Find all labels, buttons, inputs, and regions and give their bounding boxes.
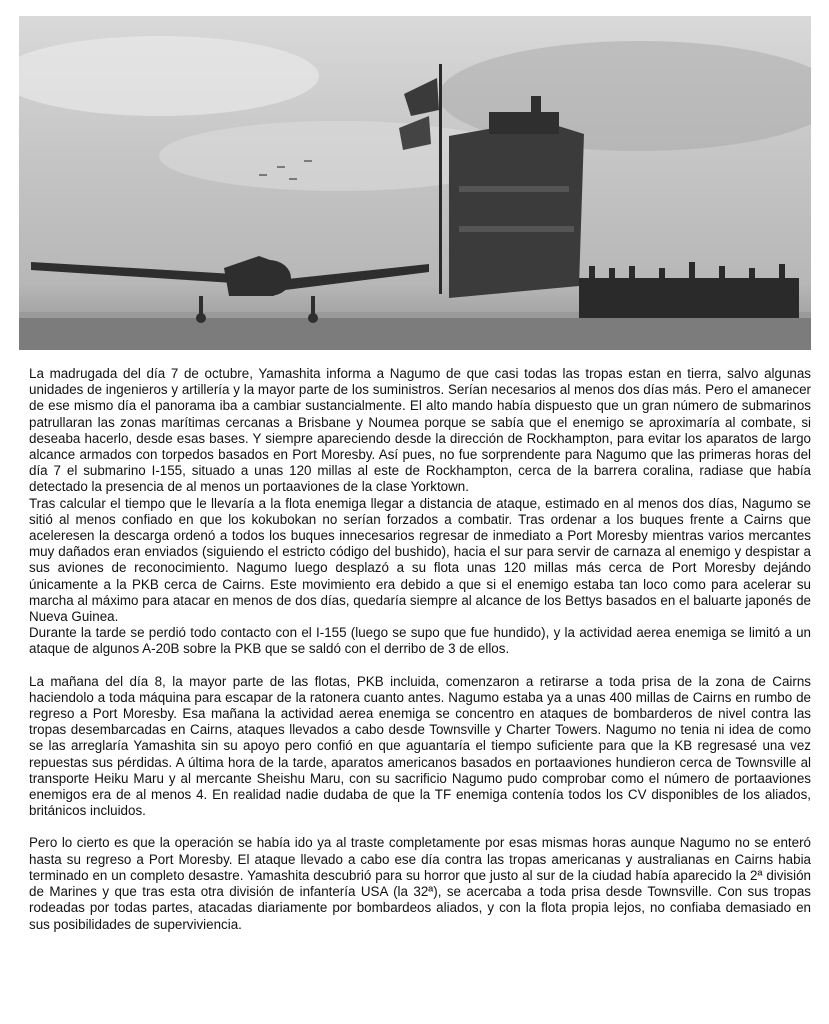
paragraph: Durante la tarde se perdió todo contacto con el I-155 (luego se supo que fue hundido), y la actividad aerea enemiga se limitó a un ataque de algunos A-20B sobre la PKB que se saldó con el derribo de 3 de ellos. xyxy=(29,625,811,657)
paragraph: La madrugada del día 7 de octubre, Yamashita informa a Nagumo de que casi todas las tropas estan en tierra, salvo algunas unidades de ingenieros y artillería y la mayor parte de los suministros. Serían necesarios al menos dos días más. Pero el amanecer de ese mismo día el panorama iba a cambiar sustancialmente. El alto mando había dispuesto que un gran número de submarinos patrullaran las zonas marítimas cercanas a Brisbane y Noumea porque se sabía que el enemigo se aproximaría al combate, si deseaba hacerlo, desde esas bases. Y siempre apareciendo desde la dirección de Rockhampton, para evitar los aparatos de largo alcance armados con torpedos basados en Port Moresby. Así pues, no fue sorprendente para Nagumo que las primeras horas del día 7 el submarino I-155, situado a unas 120 millas al este de Rockhampton, cerca de la barrera coralina, radiase que había detectado la presencia de al menos un portaaviones de la clase Yorktown. xyxy=(29,366,811,495)
paragraph: Tras calcular el tiempo que le llevaría a la flota enemiga llegar a distancia de ataque, estimado en al menos dos días, Nagumo se sitió al menos confiado en que los kokubokan no serían forzados a combatir. Tras ordenar a los buques frente a Cairns que aceleresen la descarga ordenó a todos los buques innecesarios regresar de inmediato a Port Moresby mientras varios mercantes muy dañados eran enviados (siguiendo el estricto código del bushido), hacia el sur para servir de carnaza al enemigo y despistar a sus aviones de reconocimiento. Nagumo luego desplazó a su flota unas 120 millas más cerca de Port Moresby dejándo únicamente a la PKB cerca de Cairns. Este movimiento era debido a que si el enemigo estaba tan loco como para acelerar su marcha al máximo para atacar en menos de dos días, quedaría siempre al alcance de los Bettys basados en el baluarte japonés de Nueva Guinea. xyxy=(29,495,811,625)
paragraph-gap xyxy=(29,819,811,835)
paragraph: Pero lo cierto es que la operación se había ido ya al traste completamente por esas mismas horas aunque Nagumo no se enteró hasta su regreso a Port Moresby. El ataque llevado a cabo ese día contra las tropas americanas y australianas en Cairns habia terminado en un completo desastre. Yamashita descubrió para su horror que justo al sur de la ciudad había aparecido la 2ª división de Marines y que tras esta otra división de infantería USA (la 32ª), se acercaba a toda prisa desde Townsville. Con sus tropas rodeadas por todas partes, atacadas diariamente por bombardeos aliados, y con la flota propia lejos, no confiaba demasiado en sus posibilidades de superviviencia. xyxy=(29,835,811,932)
carrier-photo-illustration xyxy=(19,16,811,350)
paragraph: La mañana del día 8, la mayor parte de las flotas, PKB incluida, comenzaron a retirarse a toda prisa de la zona de Cairns haciendolo a toda máquina para escapar de la ratonera cuanto antes. Nagumo estaba ya a unas 400 millas de Cairns en rumbo de regreso a Port Moresby. Esa mañana la actividad aerea enemiga se concentro en ataques de bombarderos de nivel contra las tropas desembarcadas en Cairns, ataques llevados a cabo desde Townsville y Charter Towers. Nagumo no tenia ni idea de como se las arreglaría Yamashita sin su apoyo pero confió en que aguantaría el tiempo suficiente para que la KB regresasé una vez repuestas sus pérdidas. A última hora de la tarde, aparatos americanos basados en portaaviones hundieron cerca de Townsville al transporte Heiku Maru y al mercante Sheishu Maru, con su sacrificio Nagumo pudo comprobar como el número de portaaviones enemigos era de al menos 4. En realidad nadie dudaba de que la TF enemiga contenía todos los CV disponibles de los aliados, británicos incluidos. xyxy=(29,673,811,819)
carrier-photo xyxy=(19,16,811,350)
paragraph-gap xyxy=(29,658,811,674)
article-body xyxy=(29,366,811,933)
